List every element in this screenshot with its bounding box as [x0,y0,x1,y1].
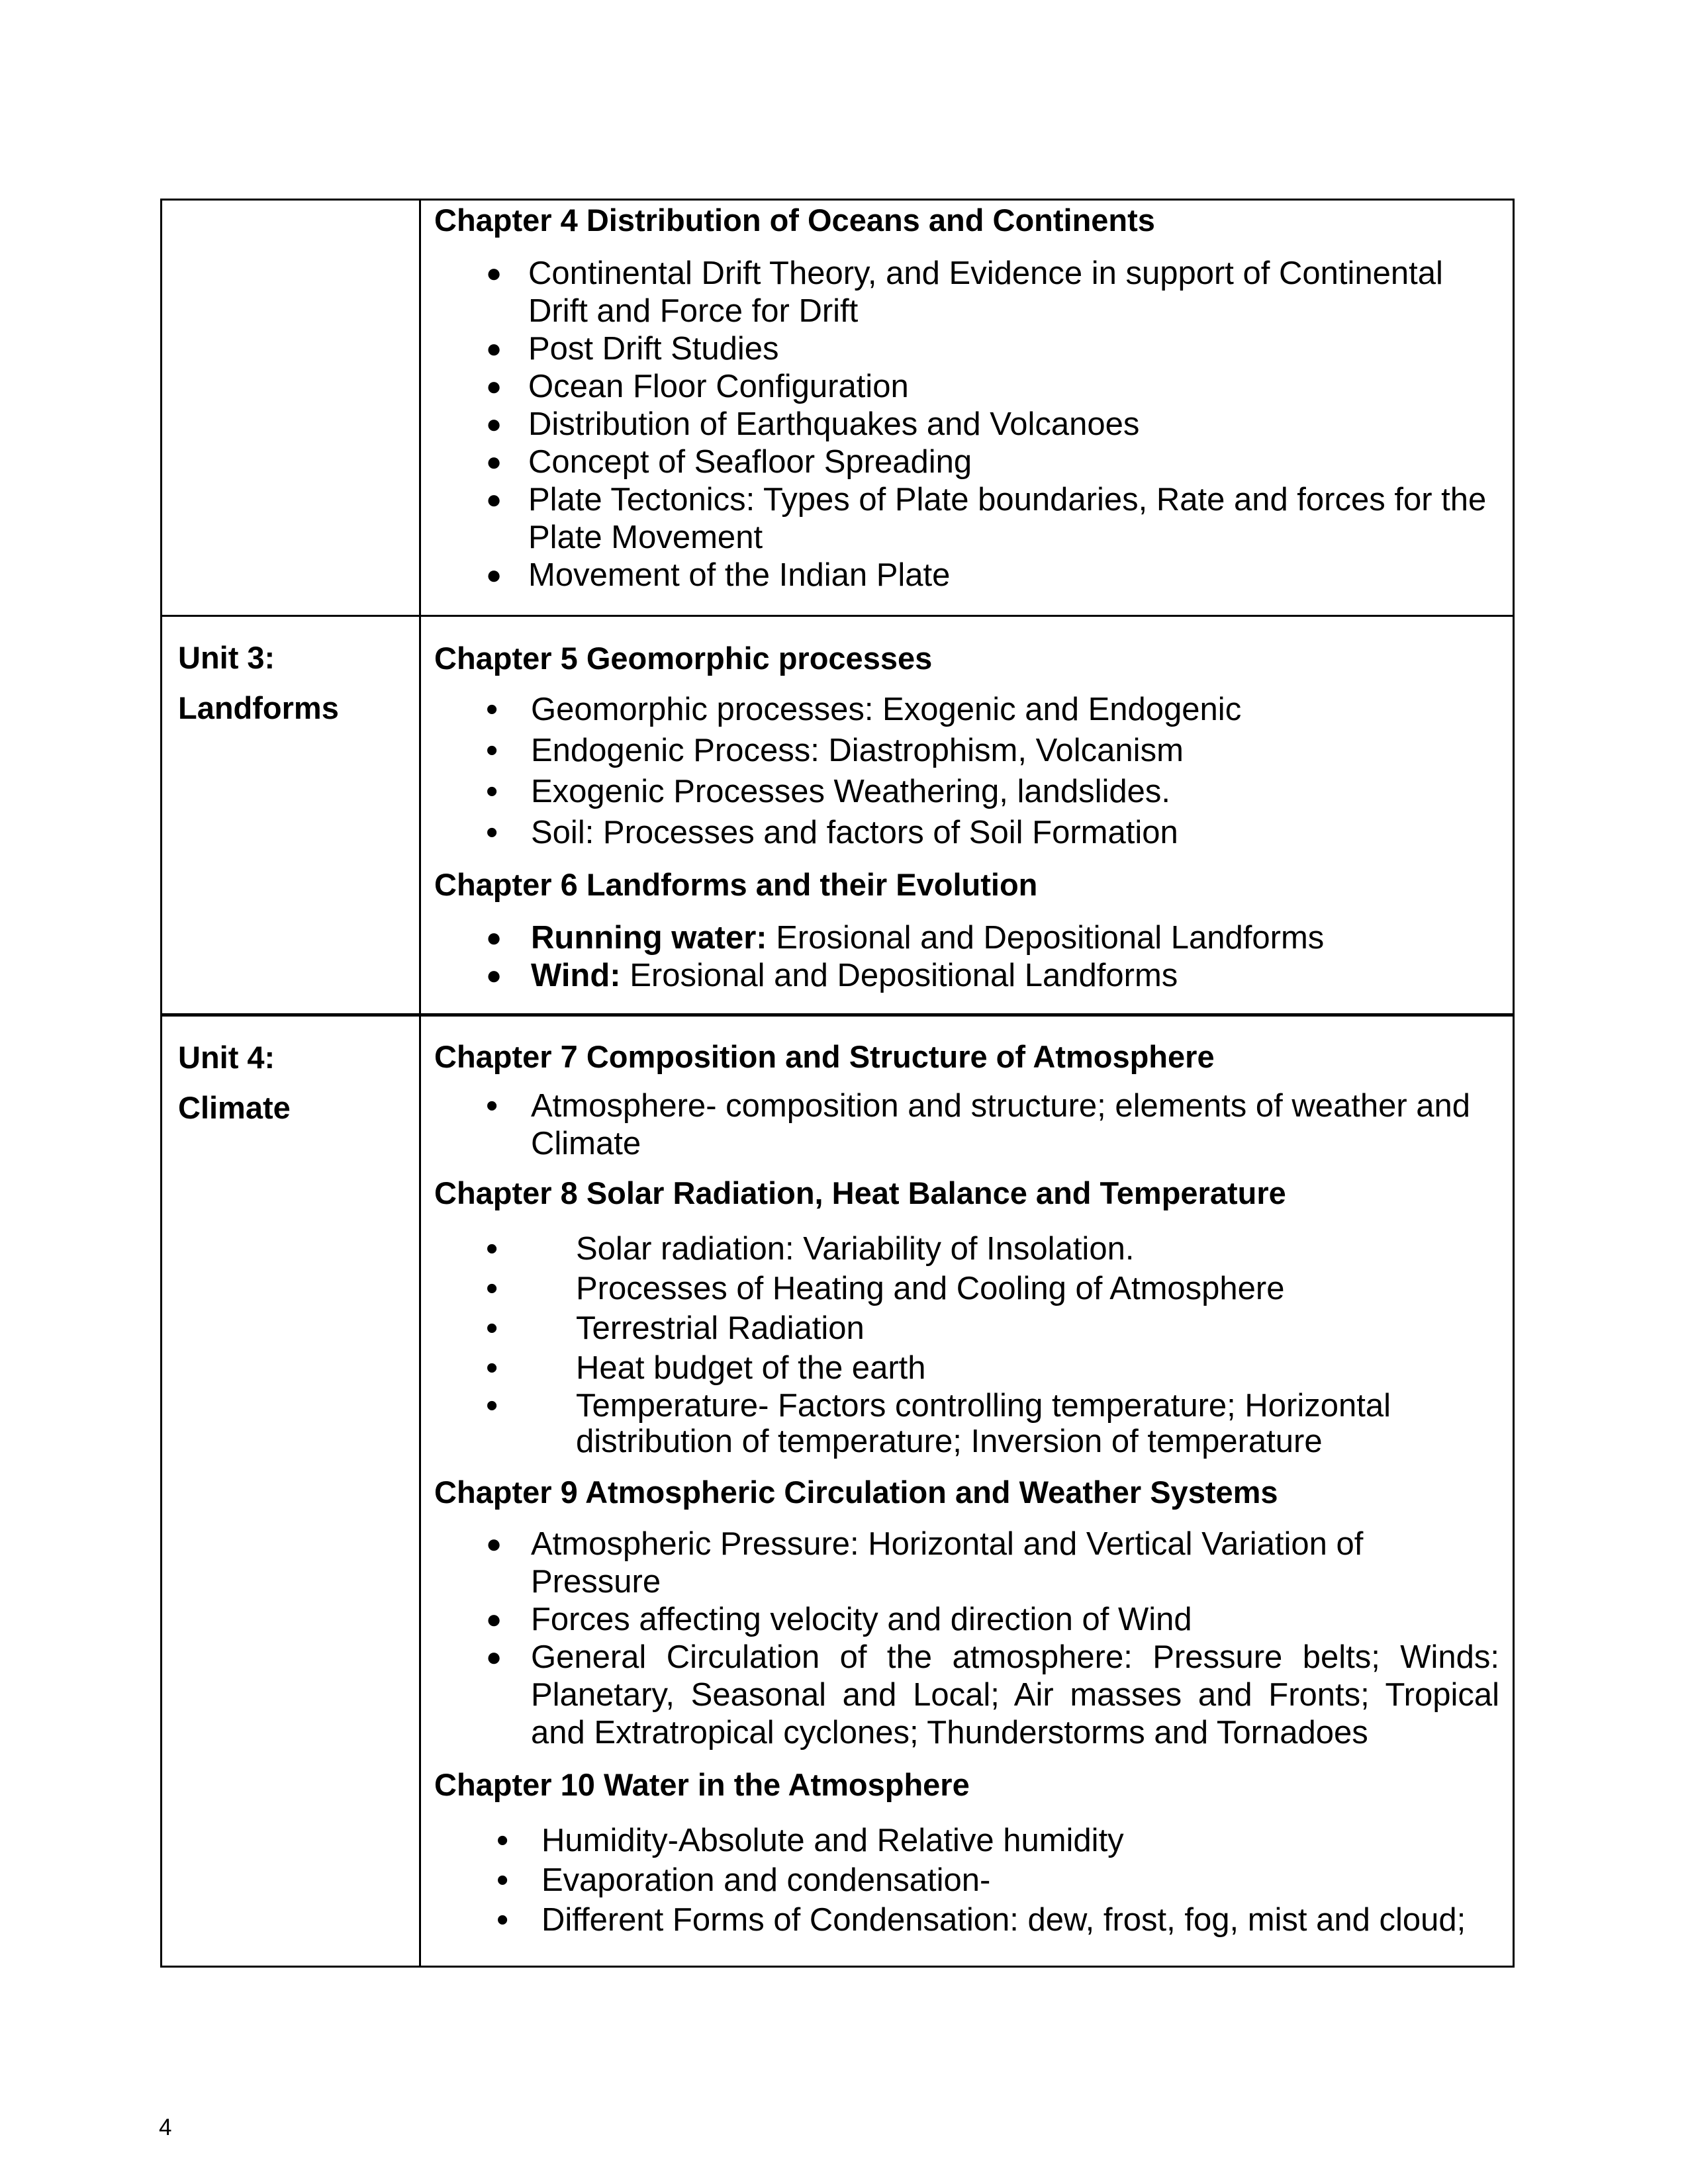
bullet-list [434,1087,1499,1163]
bullet-icon: • [486,1087,498,1125]
list-item: ● Wind: Erosional and Depositional Landforms [486,958,1178,993]
bullet-icon: • [486,1349,498,1387]
unit-label: Unit 4: [178,1040,275,1075]
bullet-icon: ● [486,1643,502,1672]
bullet-icon: ● [486,1605,502,1634]
bullet-icon: • [496,1861,509,1899]
bullet-icon: • [496,1901,509,1939]
list-item: • Different Forms of Condensation: dew, frost, fog, mist and cloud; [496,1901,1466,1939]
chapter-heading: Chapter 8 Solar Radiation, Heat Balance and Temperature [434,1175,1286,1210]
bullet-list [434,1821,1499,1940]
unit-title: Landforms [178,690,339,725]
bullet-list [434,919,1499,995]
table-row [162,616,1514,1015]
bullet-icon: • [496,1821,509,1860]
bullet-icon: ● [486,1529,502,1559]
bullet-icon: • [486,731,498,770]
list-item: • Temperature- Factors controlling temperature; Horizontal distribution of temperature; Inversion of temperature [486,1387,1391,1459]
bullet-list [434,1229,1499,1459]
bullet-icon: • [486,1309,498,1347]
list-item: ● Atmospheric Pressure: Horizontal and Vertical Variation of Pressure [486,1526,1364,1600]
chapter-heading: Chapter 5 Geomorphic processes [434,641,933,676]
bullet-icon: ● [486,410,502,439]
chapter-heading: Chapter 7 Composition and Structure of Atmosphere [434,1039,1215,1074]
bullet-icon: • [486,1387,498,1425]
bullet-icon: • [486,813,498,852]
unit-cell [162,616,420,1015]
list-item: • Endogenic Process: Diastrophism, Volcanism [486,731,1184,770]
list-item: ● Plate Tectonics: Types of Plate boundaries, Rate and forces for the Plate Movement [486,482,1487,555]
bullet-list [434,1525,1499,1752]
bullet-icon: ● [486,372,502,401]
bullet-list [434,689,1499,853]
unit-title: Climate [178,1090,291,1125]
list-item: ● Ocean Floor Configuration [486,369,909,404]
bullet-icon: ● [486,447,502,477]
unit-label: Unit 3: [178,640,275,675]
bullet-icon: ● [486,561,502,590]
list-item: • Processes of Heating and Cooling of Atmosphere [486,1269,1285,1308]
list-item: • Soil: Processes and factors of Soil Formation [486,813,1178,852]
list-item: • Atmosphere- composition and structure; elements of weather and Climate [486,1087,1471,1161]
list-item: ● Continental Drift Theory, and Evidence in support of Continental Drift and Force for Drift [486,255,1443,329]
list-item: ● Distribution of Earthquakes and Volcanoes [486,406,1140,442]
bullet-icon: ● [486,334,502,363]
content-cell [420,200,1514,616]
syllabus-table [160,199,1515,1968]
bullet-icon: • [486,772,498,811]
list-item: • Terrestrial Radiation [486,1309,865,1347]
list-item: ● Movement of the Indian Plate [486,557,951,593]
bullet-icon: ● [486,923,502,952]
bullet-icon: ● [486,485,502,514]
bullet-icon: • [486,1230,498,1268]
bullet-list [434,255,1499,594]
bullet-icon: ● [486,961,502,990]
list-item: ● Concept of Seafloor Spreading [486,444,972,480]
list-item: • Exogenic Processes Weathering, landslides. [486,772,1171,811]
content-cell [420,1015,1514,1967]
table-row [162,200,1514,616]
list-item: ● General Circulation of the atmosphere: Pressure belts; Winds: Planetary, Seasonal and Local; Air masses and Fronts; Tropical and Extratropical cyclones; Thunderstorms and Tornadoes [486,1639,1499,1751]
list-item: • Heat budget of the earth [486,1349,926,1387]
list-item: ● Forces affecting velocity and direction of Wind [486,1602,1192,1637]
chapter-heading: Chapter 4 Distribution of Oceans and Continents [434,203,1155,238]
bullet-icon: ● [486,259,502,288]
list-item: • Humidity-Absolute and Relative humidity [496,1821,1124,1860]
chapter-heading: Chapter 6 Landforms and their Evolution [434,867,1038,902]
chapter-heading: Chapter 10 Water in the Atmosphere [434,1767,970,1802]
bullet-icon: • [486,1269,498,1308]
list-item: ● Post Drift Studies [486,331,779,367]
list-item: ● Running water: Erosional and Depositional Landforms [486,920,1325,956]
list-item: • Evaporation and condensation- [496,1861,991,1899]
unit-cell [162,1015,420,1967]
page-number: 4 [159,2115,172,2140]
list-item: • Geomorphic processes: Exogenic and Endogenic [486,690,1242,729]
table-row [162,1015,1514,1967]
list-item: • Solar radiation: Variability of Insolation. [486,1230,1135,1268]
content-cell [420,616,1514,1015]
bullet-icon: • [486,690,498,729]
unit-cell [162,200,420,616]
chapter-heading: Chapter 9 Atmospheric Circulation and Weather Systems [434,1475,1278,1510]
